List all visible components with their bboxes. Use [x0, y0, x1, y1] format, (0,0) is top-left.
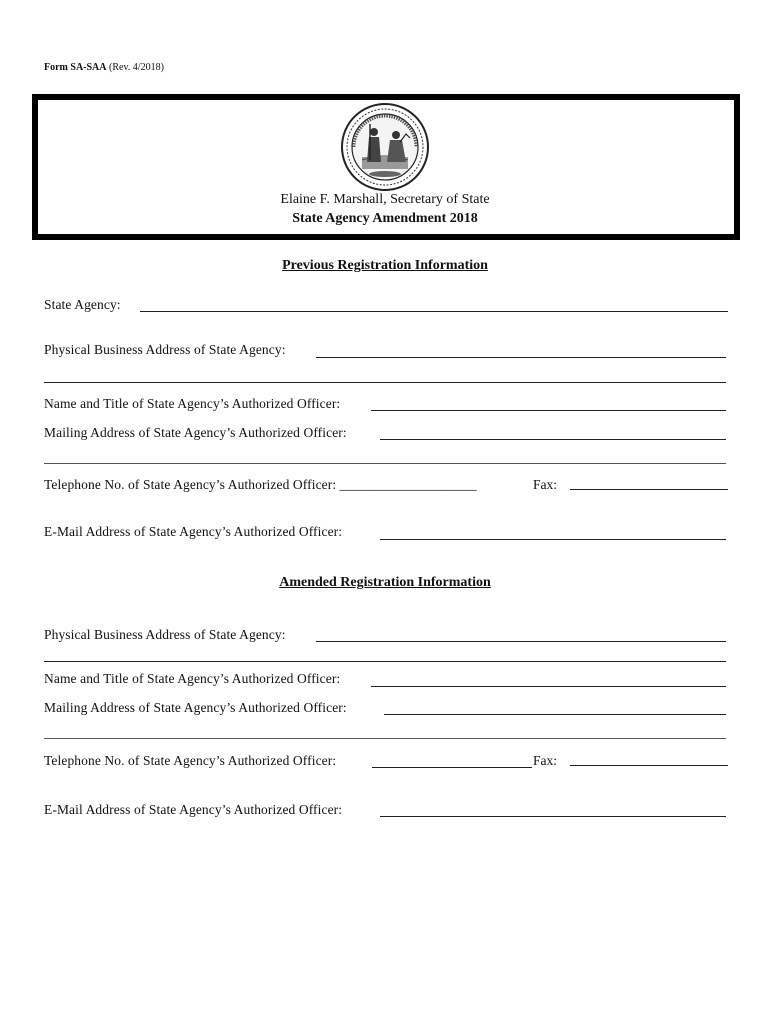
prev-fax-field[interactable] — [570, 489, 728, 490]
form-title: State Agency Amendment 2018 — [292, 211, 478, 226]
amended-mailing-address-field-line2[interactable] — [44, 738, 726, 739]
form-identifier — [44, 62, 164, 73]
amended-physical-address-field[interactable] — [316, 641, 726, 642]
amended-physical-address-label: Physical Business Address of State Agency: — [44, 627, 286, 642]
prev-state-agency-field[interactable] — [140, 311, 728, 312]
prev-physical-address-label: Physical Business Address of State Agency: — [44, 342, 286, 357]
prev-physical-address-field-line2[interactable] — [44, 382, 726, 383]
amended-section-heading: Amended Registration Information — [279, 575, 491, 590]
prev-fax-label: Fax: — [533, 477, 558, 492]
prev-officer-name-title-label: Name and Title of State Agency’s Authorized Officer: — [44, 396, 341, 411]
prev-physical-address-field[interactable] — [316, 357, 726, 358]
prev-email-label: E-Mail Address of State Agency’s Authorized Officer: — [44, 524, 343, 539]
amended-email-label: E-Mail Address of State Agency’s Authorized Officer: — [44, 802, 343, 817]
form-revision: (Rev. 4/2018) — [109, 62, 164, 73]
amended-mailing-address-field[interactable] — [384, 714, 726, 715]
prev-mailing-address-field[interactable] — [380, 439, 726, 440]
amended-telephone-field[interactable] — [372, 767, 532, 768]
amended-telephone-label: Telephone No. of State Agency’s Authorized Officer: — [44, 753, 337, 768]
prev-mailing-address-label: Mailing Address of State Agency’s Authorized Officer: — [44, 425, 347, 440]
form-number: Form SA-SAA — [44, 62, 107, 73]
amended-officer-name-title-label: Name and Title of State Agency’s Authorized Officer: — [44, 671, 341, 686]
amended-email-field[interactable] — [380, 816, 726, 817]
amended-fax-field[interactable] — [570, 765, 728, 766]
amended-physical-address-field-line2[interactable] — [44, 661, 726, 662]
previous-section-heading: Previous Registration Information — [282, 258, 488, 273]
prev-mailing-address-field-line2[interactable] — [44, 463, 726, 464]
prev-state-agency-label: State Agency: — [44, 297, 121, 312]
amended-officer-name-title-field[interactable] — [371, 686, 726, 687]
prev-officer-name-title-field[interactable] — [371, 410, 726, 411]
prev-telephone-label: Telephone No. of State Agency’s Authorized Officer: ____________________ — [44, 477, 477, 492]
amended-mailing-address-label: Mailing Address of State Agency’s Authorized Officer: — [44, 700, 347, 715]
prev-email-field[interactable] — [380, 539, 726, 540]
secretary-name: Elaine F. Marshall, Secretary of State — [280, 192, 490, 207]
amended-fax-label: Fax: — [533, 753, 558, 768]
nc-state-seal-icon — [340, 102, 430, 192]
